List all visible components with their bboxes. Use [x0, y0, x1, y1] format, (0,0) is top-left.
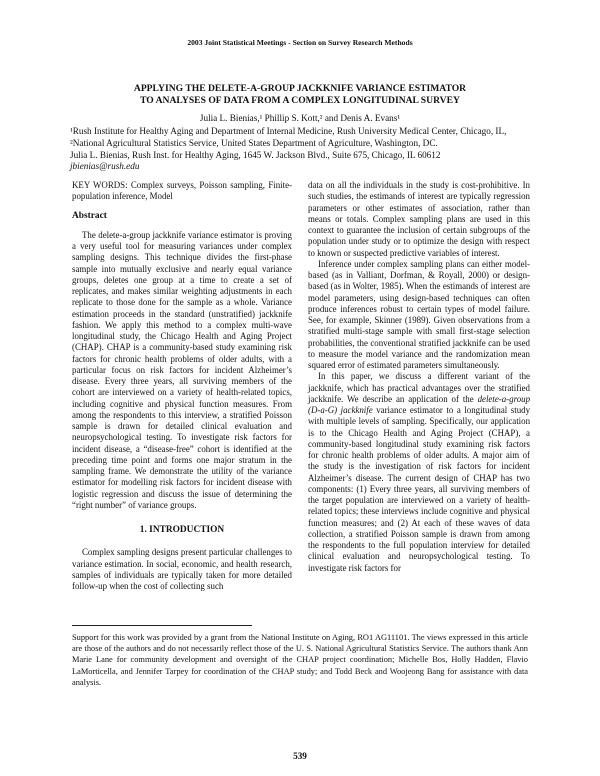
abstract-text: The delete-a-group jackknife variance estimator is proving a very useful tool for measuring variances under complex sampling designs. This technique divides the first-phase sample into mutually exclusive and nearly equal variance groups, deletes one group at a time to create a set of replicates, and makes similar weighting adjustments in each replicate to those done for the sample as a whole. Variance estimation proceeds in the standard (unstratified) jackknife fashion. We apply this method to a complex multi-wave longitudinal study, the Chicago Health and Aging Project (CHAP). CHAP is a community-based study examining risk factors for chronic health problems of older adults, with a particular focus on risk factors for incident Alzheimer’s disease. Every three years, all surviving members of the cohort are interviewed on a variety of health-related topics, including cognitive and physical function measures. From among the respondents to this interview, a stratified Poisson sample is drawn for detailed clinical evaluation and neuropsychological testing. To investigate risk factors for incident disease, a “disease-free” cohort is identified at the preceding time point and forms one major stratum in the sampling frame. We demonstrate the utility of the variance estimator for modelling risk factors for incident disease with logistic regression and discuss the issue of determining the “right number” of variance groups. — [72, 229, 292, 510]
corresponding-address: Julia L. Bienias, Rush Inst. for Healthy Aging, 1645 W. Jackson Blvd., Suite 675, Chicago, IL 60612 — [70, 150, 441, 160]
page-number: 539 — [293, 751, 307, 761]
keywords: KEY WORDS: Complex surveys, Poisson sampling, Finite-population inference, Model — [72, 180, 292, 202]
intro-paragraph-2: Inference under complex sampling plans can either model-based (as in Valliant, Dorfman, & Royall, 2000) or design-based (as in Wolter, 1985). When the estimands of interest are model parameters, using design-based techniques can often produce inferences robust to certain types of model failure. See, for example, Skinner (1989). Given observations from a stratified multi-stage sample with small first-stage selection probabilities, the conventional stratified jackknife can be used to measure the model variance and the randomization mean squared error of estimated parameters simultaneously. — [308, 258, 530, 370]
left-column — [72, 180, 292, 592]
intro-paragraph-3 — [308, 371, 530, 574]
footnote-rule — [72, 625, 252, 626]
paper-title — [60, 83, 540, 107]
dag-jackknife-term: delete-a-group (D-a-G) jackknife — [308, 393, 531, 415]
abstract-heading: Abstract — [72, 210, 107, 221]
right-column — [308, 180, 530, 574]
title-line-1: APPLYING THE DELETE-A-GROUP JACKKNIFE VARIANCE ESTIMATOR — [133, 83, 467, 94]
intro-p3-text-a: In this paper, we discuss a different variant of the jackknife, which has practical advantages over the stratified jackknife. We describe an application of the — [308, 371, 530, 404]
running-header: 2003 Joint Statistical Meetings - Section on Survey Research Methods — [187, 38, 413, 47]
intro-heading: 1. INTRODUCTION — [139, 525, 225, 535]
affiliation-2: ²National Agricultural Statistics Service, United States Department of Agriculture, Washington, DC. — [70, 138, 438, 148]
email: jbienias@rush.edu — [70, 161, 140, 171]
footnote: Support for this work was provided by a grant from the National Institute on Aging, RO1 AG11101. The views expressed in this article are those of the authors and do not necessarily reflect those of the U. S. National Agricultural Statistics Service. The authors thank Ann Marie Lane for community development and oversight of the CHAP project coordination; Michelle Bos, Holly Hadden, Flavio LaMorticella, and Jennifer Tarpey for coordination of the CHAP study; and Todd Beck and Woojeong Bang for assistance with data analysis. — [72, 633, 528, 687]
intro-paragraph-1-cont: data on all the individuals in the study is cost-prohibitive. In such studies, the estimands of interest are typically regression parameters or other estimates of association, rather than means or totals. Complex sampling plans are used in this context to guarantee the inclusion of certain subgroups of the population under study or to optimize the design with respect to known or suspected predictive variables of interest. — [308, 180, 530, 258]
intro-paragraph-1: Complex sampling designs present particular challenges to variance estimation. In social, economic, and health research, samples of individuals are typically taken for more detailed follow-up when the cost of collecting such — [72, 547, 292, 591]
authors: Julia L. Bienias,¹ Phillip S. Kott,² and Denis A. Evans¹ — [199, 113, 401, 123]
affiliation-1: ¹Rush Institute for Healthy Aging and Department of Internal Medicine, Rush University Medical Center, Chicago, IL, — [70, 126, 507, 136]
intro-p3-text-b: variance estimator to a longitudinal study with multiple levels of sampling. Specifically, our application is to the Chicago Health and Aging Project (CHAP), a community-based longitudinal study examining risk factors for chronic health problems of older adults. A major aim of the study is the investigation of risk factors for incident Alzheimer’s disease. The current design of CHAP has two components: (1) Every three years, all surviving members of the target population are interviewed on a variety of health-related topics; these interviews include cognitive and physical function measures; and (2) At each of these waves of data collection, a stratified Poisson sample is drawn from among the respondents to the full population interview for detailed clinical evaluation and neuropsychological testing. To investigate risk factors for — [308, 405, 531, 573]
title-line-2: TO ANALYSES OF DATA FROM A COMPLEX LONGITUDINAL SURVEY — [140, 95, 460, 106]
